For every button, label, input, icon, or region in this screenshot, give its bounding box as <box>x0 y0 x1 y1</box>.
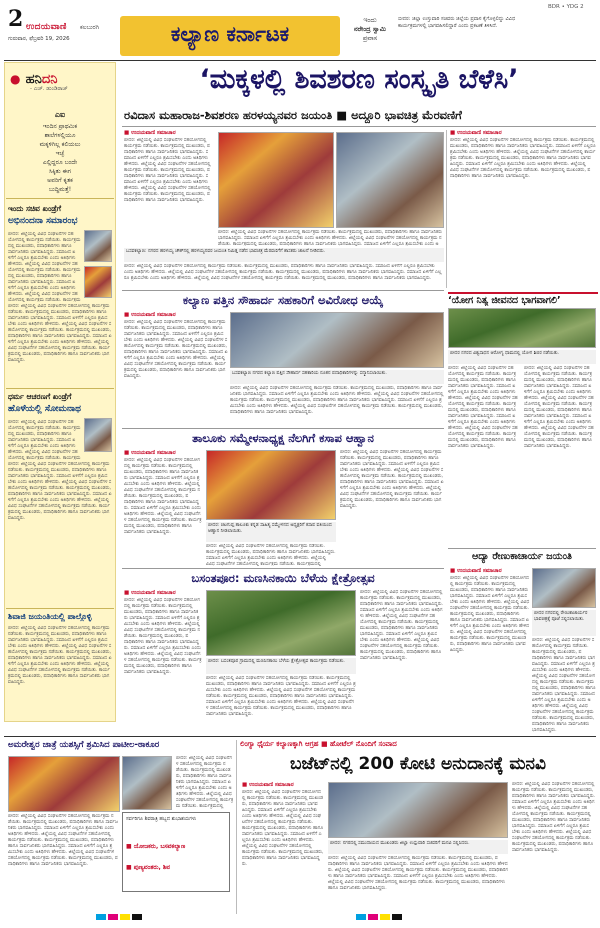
field-photo <box>206 590 356 656</box>
registration-mark <box>108 914 118 920</box>
advert-line: ಸರ್ವರಿಗೂ ಶಿವರಾತ್ರಿ ಹಬ್ಬದ ಶುಭಾಶಯಗಳು <box>126 816 197 822</box>
byline: ■ ಉದಯವಾಣಿ ಸಮಾಚಾರ <box>124 312 176 318</box>
lead-subheadline: ರವಿದಾಸ ಮಹಾರಾಜ-ಶಿವಶರಣ ಹರಳಯ್ಯನವರ ಜಯಂತಿ ■ ಅದ್ದೂರಿ ಭಾವಚಿತ್ರ ಮೆರವಣಿಗೆ <box>124 108 462 122</box>
registration-mark <box>120 914 130 920</box>
rule <box>122 568 444 569</box>
story-headline: ಹೊಳೆಯಲ್ಲಿ ಸೋಮನಾಥ <box>8 404 81 414</box>
edition-tag: BDR • YDG 2 <box>548 4 584 10</box>
group-photo <box>230 312 444 368</box>
story-body: ಬೀದರ: ಜಿಲ್ಲೆಯಲ್ಲಿ ವಿವಿಧ ಸಂಘಟನೆಗಳ ಸಹಯೋಗದಲ್ಲಿ ಕಾರ್ಯಕ್ರಮ ನಡೆಯಿತು. ಕಾರ್ಯಕ್ರಮದಲ್ಲಿ ಮುಖಂಡರು, ಪದಾಧಿಕಾರಿಗಳು ಹಾಗೂ ಸಾರ್ವಜನಿಕರು ಭಾಗವಹಿಸಿದ್ದರು. ಸಮಾಜದ ಏಳಿಗೆಗೆ ಎಲ್ಲರೂ ಶ್ರಮಿಸಬೇಕು ಎಂದು ಅತಿಥಿಗಳು ಹೇಳಿದರು. ಜಿಲ್ಲೆಯಲ್ಲಿ ವಿವಿಧ ಸಂಘಟನೆಗಳ ಸಹಯೋಗದಲ್ಲಿ ಕಾರ್ಯಕ್ರಮ ನಡೆಯಿತು. ಕಾರ್ಯಕ್ರಮದಲ್ಲಿ ಮುಖಂಡರು, ಪದಾಧಿಕಾರಿಗಳು ಹಾಗೂ ಸಾರ್ವಜನಿಕರು ಭಾಗವಹಿಸಿದ್ದರು. ಸಮಾಜದ ಏಳಿಗೆಗೆ ಎಲ್ಲರೂ ಶ್ರಮಿಸಬೇಕು ಎಂದು ಅ <box>218 230 443 246</box>
issue-date: ಗುರುವಾರ, ಫೆಬ್ರವರಿ 19, 2026 <box>8 36 70 42</box>
oath-line: ಇಂದು <box>363 16 377 24</box>
poem-line: ಮಕ್ಕಳಿಗಿಲ್ಲ ಕಲಿಯಲು <box>39 141 81 148</box>
column-rule <box>446 130 447 288</box>
section-title: ಕಲ್ಯಾಣ ಕರ್ನಾಟಕ <box>170 22 290 46</box>
story-body: ಬೀದರ: ಜಿಲ್ಲೆಯಲ್ಲಿ ವಿವಿಧ ಸಂಘಟನೆಗಳ ಸಹಯೋಗದಲ್ಲಿ ಕಾರ್ಯಕ್ರಮ ನಡೆಯಿತು. ಕಾರ್ಯಕ್ರಮದಲ್ಲಿ ಮುಖಂಡರು, ಪದಾಧಿಕಾರಿಗಳು ಹಾಗೂ ಸಾರ್ವಜನಿಕರು ಭಾಗವಹಿಸಿದ್ದರು. ಸಮಾಜದ ಏಳಿಗೆಗೆ ಎಲ್ಲರೂ ಶ್ರಮಿಸಬೇಕು ಎಂದು ಅತಿಥಿಗಳು ಹೇಳಿದರು. ಜಿಲ್ಲೆಯಲ್ಲಿ ವಿವಿಧ ಸಂಘಟನೆಗಳ ಸಹಯೋಗದಲ್ಲಿ ಕಾರ್ಯಕ್ರಮ ನಡೆಯಿತು. ಕಾರ್ಯಕ್ರಮದಲ್ಲಿ ಮುಖಂಡರು, ಪದಾಧಿಕಾರಿಗಳು ಹಾಗೂ ಸಾರ್ವಜನಿಕರು ಭಾಗವಹಿಸಿದ್ದರು. ಸಮಾಜದ ಏಳಿಗೆಗೆ ಎಲ್ಲರೂ ಶ್ರಮಿಸಬೇಕು ಎಂದು ಅತಿಥಿಗಳು ಹೇಳಿದರು. ಜಿಲ್ಲೆಯಲ್ಲಿ ವಿವಿಧ ಸಂಘಟನೆಗಳ ಸಹಯೋಗದಲ್ಲಿ ಕಾರ್ಯಕ್ರಮ ನಡೆಯಿತು. ಕಾರ್ಯಕ್ರಮದಲ್ಲಿ ಮುಖಂಡರು, ಪದಾಧಿಕಾರಿಗಳು ಹಾಗೂ ಸಾರ್ವಜನಿಕರು ಭಾಗವಹಿಸಿದ್ದರು. <box>230 386 444 415</box>
header-rule <box>4 60 596 61</box>
byline: ■ ಉದಯವಾಣಿ ಸಮಾಚಾರ <box>124 590 176 596</box>
story-body: ಬೀದರ: ಜಿಲ್ಲೆಯಲ್ಲಿ ವಿವಿಧ ಸಂಘಟನೆಗಳ ಸಹಯೋಗದಲ್ಲಿ ಕಾರ್ಯಕ್ರಮ ನಡೆಯಿತು. ಕಾರ್ಯಕ್ರಮದಲ್ಲಿ ಮುಖಂಡರು, ಪದಾಧಿಕಾರಿಗಳು ಹಾಗೂ ಸಾರ್ವಜನಿಕರು ಭಾಗವಹಿಸಿದ್ದರು. ಸಮಾಜದ ಏಳಿಗೆಗೆ ಎಲ್ಲರೂ ಶ್ರಮಿಸಬೇಕು ಎಂದು ಅತಿಥಿಗಳು ಹೇಳಿದರು. ಜಿಲ್ಲೆಯಲ್ಲಿ ವಿವಿಧ ಸಂಘಟನೆಗಳ ಸಹಯೋಗದಲ್ಲಿ ಕಾರ್ಯಕ್ರಮ ನಡೆಯಿತು. ಕಾರ್ಯಕ್ರಮದಲ್ಲಿ ಮುಖಂಡರು, ಪದಾಧಿಕಾರಿಗಳು ಹಾಗೂ ಸಾರ್ವಜನಿಕರು ಭಾಗವಹಿಸಿದ್ದರು. ಸಮಾಜದ ಏಳಿಗೆಗೆ ಎಲ್ಲರೂ ಶ್ರಮಿಸಬೇಕು ಎಂದು ಅತಿಥಿಗಳು ಹೇಳಿದರು. ಜಿಲ್ಲೆಯಲ್ಲಿ ವಿವಿಧ ಸಂಘಟನೆಗಳ ಸಹಯೋಗದಲ್ಲಿ ಕಾರ್ಯಕ್ರಮ ನಡೆಯಿತು. ಕಾರ್ಯಕ್ರಮ <box>8 232 81 302</box>
portrait-photo <box>84 418 112 452</box>
story-body: ಬೀದರ: ಜಿಲ್ಲೆಯಲ್ಲಿ ವಿವಿಧ ಸಂಘಟನೆಗಳ ಸಹಯೋಗದಲ್ಲಿ ಕಾರ್ಯಕ್ರಮ ನಡೆಯಿತು. ಕಾರ್ಯಕ್ರಮದಲ್ಲಿ ಮುಖಂಡರು, ಪದಾಧಿಕಾರಿಗಳು ಹಾಗೂ ಸಾರ್ವಜನಿಕರು ಭಾಗವಹಿಸಿದ್ದರು. ಸಮಾಜದ ಏಳಿಗೆಗೆ ಎಲ್ಲರೂ ಶ್ರಮಿಸಬೇಕು ಎಂದು ಅತಿಥಿಗಳು ಹೇಳಿದರು. ಜಿಲ್ಲೆಯಲ್ಲಿ ವಿವಿಧ ಸಂಘಟನೆಗಳ ಸಹಯೋಗದಲ್ಲಿ ಕಾರ್ಯಕ್ರಮ ನಡೆಯಿತು. ಕಾರ್ಯಕ್ರಮದಲ್ಲಿ ಮುಖಂಡರು, ಪದಾಧಿಕಾರಿಗಳು ಹಾಗೂ ಸಾರ್ವಜನಿಕರು ಭಾಗವಹಿಸಿದ್ದರು. ಸಮಾಜದ ಏಳಿಗೆಗೆ ಎಲ್ಲರೂ ಶ್ರಮಿಸಬೇಕು ಎಂದು ಅತಿಥಿಗಳು ಹೇಳಿದರು. ಜಿಲ್ಲೆಯಲ್ಲಿ ವಿವಿಧ ಸಂಘಟನೆಗಳ ಸಹಯೋಗದಲ್ಲಿ ಕಾರ್ಯಕ್ರಮ ನಡೆಯಿತು. ಕಾರ್ಯಕ್ರಮದಲ್ಲಿ ಮುಖಂಡರು, ಪದಾಧಿಕಾರಿಗಳು ಹಾಗೂ ಸಾರ್ವಜನಿಕರು ಭಾಗವಹಿಸಿದ್ದರು. <box>448 366 518 449</box>
poem-line: ಶಾಲೆಗಳಲ್ಲಿಯೂ <box>44 132 76 139</box>
registration-mark <box>368 914 378 920</box>
stage-photo <box>336 132 444 228</box>
section-banner <box>120 16 340 56</box>
story-headline: ಶಿವಾಜಿ ಜಯಂತಿಯಲ್ಲಿ ಪಾಲ್ಗೊಳ್ಳಿ <box>8 612 92 621</box>
poem <box>10 122 110 194</box>
story-body: ಬೀದರ: ಜಿಲ್ಲೆಯಲ್ಲಿ ವಿವಿಧ ಸಂಘಟನೆಗಳ ಸಹಯೋಗದಲ್ಲಿ ಕಾರ್ಯಕ್ರಮ ನಡೆಯಿತು. ಕಾರ್ಯಕ್ರಮದಲ್ಲಿ ಮುಖಂಡರು, ಪದಾಧಿಕಾರಿಗಳು ಹಾಗೂ ಸಾರ್ವಜನಿಕರು ಭಾಗವಹಿಸಿದ್ದರು. ಸಮಾಜದ ಏಳಿಗೆಗೆ ಎಲ್ಲರೂ ಶ್ರಮಿಸಬೇಕು ಎಂದು ಅತಿಥಿಗಳು ಹೇಳಿದರು. ಜಿಲ್ಲೆಯಲ್ಲಿ ವಿವಿಧ ಸಂಘಟನೆಗಳ ಸಹಯೋಗದಲ್ಲಿ ಕಾರ್ಯಕ್ರಮ ನಡೆಯಿತು. ಕಾರ್ಯಕ್ರಮದಲ್ಲಿ ಮುಖಂಡರು, ಪದಾಧಿಕಾರಿಗಳು ಹಾಗೂ ಸಾರ್ವಜನಿಕರು ಭಾಗವಹಿಸಿದ್ದರು. ಸಮಾಜದ ಏಳಿಗೆಗೆ ಎಲ್ಲರೂ ಶ್ರಮಿಸಬೇಕು ಎಂದು ಅತಿಥಿಗಳು ಹೇಳಿದರು. ಜಿಲ್ಲೆಯಲ್ಲಿ ವಿವಿಧ ಸಂಘಟನೆಗಳ ಸಹಯೋಗದಲ್ಲಿ ಕಾರ್ಯಕ್ರಮ ನಡೆಯಿತು. ಕಾರ್ಯಕ್ರಮದಲ್ಲಿ ಮುಖಂಡರು, ಪದಾಧಿಕಾರಿಗಳು ಹಾಗೂ ಸಾರ್ವಜನಿಕರು ಭಾಗವಹಿಸಿದ್ದರು. <box>124 264 442 281</box>
story-body: ಬೀದರ: ಜಿಲ್ಲೆಯಲ್ಲಿ ವಿವಿಧ ಸಂಘಟನೆಗಳ ಸಹಯೋಗದಲ್ಲಿ ಕಾರ್ಯಕ್ರಮ ನಡೆಯಿತು. ಕಾರ್ಯಕ್ರಮದಲ್ಲಿ ಮುಖಂಡರು, ಪದಾಧಿಕಾರಿಗಳು ಹಾಗೂ ಸಾರ್ವಜನಿಕರು ಭಾಗವಹಿಸಿದ್ದರು. ಸಮಾಜದ ಏಳಿಗೆಗೆ ಎಲ್ಲರೂ ಶ್ರಮಿಸಬೇಕು ಎಂದು ಅತಿಥಿಗಳು ಹೇಳಿದರು. ಜಿಲ್ಲೆಯಲ್ಲಿ ವಿವಿಧ ಸಂಘಟನೆಗಳ ಸಹಯೋಗದಲ್ಲಿ ಕಾರ್ಯಕ್ರಮ ನಡೆಯಿತು. ಕಾರ್ಯಕ್ರಮ <box>8 420 81 460</box>
edition-city: ಕಲಬುರಗಿ <box>80 24 100 31</box>
poem-line: ಇಂದಿನ ಪ್ರಾಥಮಿಕ <box>42 123 78 130</box>
photo-caption: ಬೀದರ ನಗರದಲ್ಲಿ ರೇಣುಕಾಚಾರ್ಯರ ಭಾವಚಿತ್ರಕ್ಕೆ ಪೂಜೆ ಸಲ್ಲಿಸಲಾಯಿತು. <box>532 610 596 636</box>
photo-caption: ಬೀದರ: ಚಿಟಗುಪ್ಪ ತಾಲೂಕು ಕನ್ನಡ ಸಾಹಿತ್ಯ ಸಮ್ಮೇಳನದ ಅಧ್ಯಕ್ಷರಿಗೆ ಕಸಾಪ ವತಿಯಿಂದ ಆಹ್ವಾನ ನೀಡಲಾಯಿತು. <box>206 522 336 542</box>
oath-box <box>344 16 396 56</box>
poem-line: ಸಿಕ್ಕಿತು ಈಗ <box>48 168 71 175</box>
story-body: ಬೀದರ: ಜಿಲ್ಲೆಯಲ್ಲಿ ವಿವಿಧ ಸಂಘಟನೆಗಳ ಸಹಯೋಗದಲ್ಲಿ ಕಾರ್ಯಕ್ರಮ ನಡೆಯಿತು. ಕಾರ್ಯಕ್ರಮದಲ್ಲಿ ಮುಖಂಡರು, ಪದಾಧಿಕಾರಿಗಳು ಹಾಗೂ ಸಾರ್ವಜನಿಕರು ಭಾಗವಹಿಸಿದ್ದರು. ಸಮಾಜದ ಏಳಿಗೆಗೆ ಎಲ್ಲರೂ ಶ್ರಮಿಸಬೇಕು ಎಂದು ಅತಿಥಿಗಳು ಹೇಳಿದರು. ಜಿಲ್ಲೆಯಲ್ಲಿ ವಿವಿಧ ಸಂಘಟನೆಗಳ ಸಹಯೋಗದಲ್ಲಿ ಕಾರ್ಯಕ್ರಮ ನಡೆಯಿತು. ಕಾರ್ಯಕ್ರಮದಲ್ಲಿ ಮುಖಂಡರು, ಪದಾಧಿಕಾರಿಗಳು ಹಾಗೂ ಸಾರ್ವಜನಿಕರು ಭಾಗವಹಿಸಿದ್ದರು. ಸಮಾಜದ ಏಳಿಗೆಗೆ ಎಲ್ಲರೂ ಶ್ರಮಿಸಬೇಕು ಎಂದು ಅತಿಥಿಗಳು ಹೇಳಿದರು. ಜಿಲ್ಲೆಯಲ್ಲಿ ವಿವಿಧ ಸಂಘಟನೆಗಳ ಸಹಯೋಗದಲ್ಲಿ ಕಾರ್ಯಕ್ರಮ ನಡೆಯಿತು. ಕಾರ್ಯಕ್ರಮದಲ್ಲಿ ಮುಖಂಡರು, ಪದಾಧಿಕಾರಿಗಳು ಹಾಗೂ ಸಾರ್ವಜನಿಕರು ಭಾಗವಹಿಸಿದ್ದರು. <box>8 304 112 363</box>
story-headline: ಅಭಿನಂದನಾ ಸಮಾರಂಭ <box>8 216 78 226</box>
story-body: ಬೀದರ: ಜಿಲ್ಲೆಯಲ್ಲಿ ವಿವಿಧ ಸಂಘಟನೆಗಳ ಸಹಯೋಗದಲ್ಲಿ ಕಾರ್ಯಕ್ರಮ ನಡೆಯಿತು. ಕಾರ್ಯಕ್ರಮದಲ್ಲಿ ಮುಖಂಡರು, ಪದಾಧಿಕಾರಿಗಳು ಹಾಗೂ ಸಾರ್ವಜನಿಕರು ಭಾಗವಹಿಸಿದ್ದರು. ಸಮಾಜದ ಏಳಿಗೆಗೆ ಎಲ್ಲರೂ ಶ್ರಮಿಸಬೇಕು ಎಂದು ಅತಿಥಿಗಳು ಹೇಳಿದರು. ಜಿಲ್ಲೆಯಲ್ಲಿ ವಿವಿಧ ಸಂಘಟನೆಗಳ ಸಹಯೋಗದಲ್ಲಿ ಕಾರ್ಯಕ್ರಮ ನಡೆಯಿತು. ಕಾರ್ಯಕ್ರಮದಲ್ಲಿ ಮುಖಂಡರು, ಪದಾಧಿಕಾರಿಗಳು ಹಾಗೂ ಸಾರ್ವಜನಿಕರು ಭಾಗವಹಿಸಿದ್ದರು. ಸಮಾಜದ ಏಳಿಗೆಗೆ ಎಲ್ಲರೂ ಶ್ರಮಿಸಬೇಕು ಎಂದು ಅತಿಥಿಗಳು ಹೇಳಿದರು. ಜಿಲ್ಲೆಯಲ್ಲಿ ವಿವಿಧ ಸಂಘಟನೆಗಳ ಸಹಯೋಗದಲ್ಲಿ ಕಾರ್ಯಕ್ರಮ ನಡೆಯಿತು. ಕಾರ್ಯಕ್ರಮದಲ್ಲಿ ಮುಖಂಡರು, ಪದಾಧಿಕಾರಿಗಳು ಹಾಗೂ ಸಾರ್ವಜನಿಕರು ಭಾಗವಹಿಸಿದ್ದರು. <box>8 462 112 521</box>
oath-line: ನರೇಂದ್ರ ಸ್ವಾಮಿ <box>354 25 386 33</box>
rule <box>4 736 596 737</box>
story-body: ಬೀದರ: ಜಿಲ್ಲೆಯಲ್ಲಿ ವಿವಿಧ ಸಂಘಟನೆಗಳ ಸಹಯೋಗದಲ್ಲಿ ಕಾರ್ಯಕ್ರಮ ನಡೆಯಿತು. ಕಾರ್ಯಕ್ರಮದಲ್ಲಿ ಮುಖಂಡರು, ಪದಾಧಿಕಾರಿಗಳು ಹಾಗೂ ಸಾರ್ವಜನಿಕರು ಭಾಗವಹಿಸಿದ್ದರು. ಸಮಾಜದ ಏಳಿಗೆಗೆ ಎಲ್ಲರೂ ಶ್ರಮಿಸಬೇಕು ಎಂದು ಅತಿಥಿಗಳು ಹೇಳಿದರು. ಜಿಲ್ಲೆಯಲ್ಲಿ ವಿವಿಧ ಸಂಘಟನೆಗಳ ಸಹಯೋಗದಲ್ಲಿ ಕಾರ್ಯಕ್ರಮ ನಡೆಯಿತು. ಕಾರ್ಯಕ್ರಮದಲ್ಲಿ ಮುಖಂಡರು, ಪದಾಧಿಕಾರಿಗಳು ಹಾಗೂ ಸಾರ್ವಜನಿಕರು ಭಾಗವಹಿಸಿದ್ದರು. ಸಮಾಜದ ಏಳಿಗೆಗೆ ಎಲ್ಲರೂ ಶ್ರಮಿಸಬೇಕು ಎಂದು ಅತಿಥಿಗಳು ಹೇಳಿದರು. ಜಿಲ್ಲೆಯಲ್ಲಿ ವಿವಿಧ ಸಂಘಟನೆಗಳ ಸಹಯೋಗದಲ್ಲಿ ಕಾರ್ಯಕ್ರಮ ನಡೆಯಿತು. ಕಾರ್ಯಕ್ರಮದಲ್ಲಿ ಮುಖಂಡರು, ಪದಾಧಿಕಾರಿಗಳು ಹಾಗೂ ಸಾರ್ವಜನಿಕರು ಭಾಗವಹಿಸಿದ್ದರು. <box>206 676 356 717</box>
logo-drop-icon: ● <box>10 72 21 86</box>
story-body: ಬೀದರ: ಜಿಲ್ಲೆಯಲ್ಲಿ ವಿವಿಧ ಸಂಘಟನೆಗಳ ಸಹಯೋಗದಲ್ಲಿ ಕಾರ್ಯಕ್ರಮ ನಡೆಯಿತು. ಕಾರ್ಯಕ್ರಮದಲ್ಲಿ ಮುಖಂಡರು, ಪದಾಧಿಕಾರಿಗಳು ಹಾಗೂ ಸಾರ್ವಜನಿಕರು ಭಾಗವಹಿಸಿದ್ದರು. ಸಮಾಜದ ಏಳಿಗೆಗೆ ಎಲ್ಲರೂ ಶ್ರಮಿಸಬೇಕು ಎಂದು ಅತಿಥಿಗಳು ಹೇಳಿದರು. ಜಿಲ್ಲೆಯಲ್ಲಿ ವಿವಿಧ ಸಂಘಟನೆಗಳ ಸಹಯೋಗದಲ್ಲಿ ಕಾರ್ಯಕ್ರಮ ನಡೆಯಿತು. ಕಾರ್ಯಕ್ರಮದಲ್ಲಿ ಮುಖಂಡರು, ಪದಾಧಿಕಾರಿಗಳು ಹಾಗೂ ಸಾರ್ವಜನಿಕರು ಭಾಗವಹಿಸಿದ್ದರು. ಸಮಾಜದ ಏಳಿಗೆಗೆ ಎಲ್ಲರೂ ಶ್ರಮಿಸಬೇಕು ಎಂದು ಅತಿಥಿಗಳು ಹೇಳಿದರು. ಜಿಲ್ಲೆಯಲ್ಲಿ ವಿವಿಧ ಸಂಘಟನೆಗಳ ಸಹಯೋಗದಲ್ಲಿ ಕಾರ್ಯಕ್ರಮ ನಡೆಯಿತು. ಕಾರ್ಯಕ್ರಮದಲ್ಲಿ ಮುಖಂಡರು, ಪದಾಧಿಕಾರಿಗಳು ಹಾಗೂ ಸಾರ್ವಜನಿಕರು ಭಾಗವಹಿಸಿದ್ದರು. <box>124 598 202 675</box>
rule <box>122 126 596 127</box>
poem-line: ಎಲ್ಲಿದ್ದರೂ ಬಂದೇ <box>42 159 78 166</box>
poem-line: ಬುದ್ಧಿಮತ್ತೆ! <box>48 186 72 193</box>
rule <box>122 290 444 291</box>
story-body: ಬೀದರ: ಜಿಲ್ಲೆಯಲ್ಲಿ ವಿವಿಧ ಸಂಘಟನೆಗಳ ಸಹಯೋಗದಲ್ಲಿ ಕಾರ್ಯಕ್ರಮ ನಡೆಯಿತು. ಕಾರ್ಯಕ್ರಮದಲ್ಲಿ ಮುಖಂಡರು, ಪದಾಧಿಕಾರಿಗಳು ಹಾಗೂ ಸಾರ್ವಜನಿಕರು ಭಾಗವಹಿಸಿದ್ದರು. ಸಮಾಜದ ಏಳಿಗೆಗೆ ಎಲ್ಲರೂ ಶ್ರಮಿಸಬೇಕು ಎಂದು ಅತಿಥಿಗಳು ಹೇಳಿದರು. ಜಿಲ್ಲೆಯಲ್ಲಿ ವಿವಿಧ ಸಂಘಟನೆಗಳ ಸಹಯೋಗದಲ್ಲಿ ಕಾರ್ಯಕ್ರಮ ನಡೆಯಿತು. ಕಾರ್ಯಕ್ರಮದಲ್ಲಿ <box>176 756 234 809</box>
portrait-photo <box>122 756 172 810</box>
portrait-photo <box>84 230 112 262</box>
registration-mark <box>392 914 402 920</box>
poem-line: ಅವರಿಗೆ ಕೃತಕ <box>47 177 73 184</box>
story-body: ಬೀದರ: ಜಿಲ್ಲೆಯಲ್ಲಿ ವಿವಿಧ ಸಂಘಟನೆಗಳ ಸಹಯೋಗದಲ್ಲಿ ಕಾರ್ಯಕ್ರಮ ನಡೆಯಿತು. ಕಾರ್ಯಕ್ರಮದಲ್ಲಿ ಮುಖಂಡರು, ಪದಾಧಿಕಾರಿಗಳು ಹಾಗೂ ಸಾರ್ವಜನಿಕರು ಭಾಗವಹಿಸಿದ್ದರು. ಸಮಾಜದ ಏಳಿಗೆಗೆ ಎಲ್ಲರೂ ಶ್ರಮಿಸಬೇಕು ಎಂದು ಅತಿಥಿಗಳು ಹೇಳಿದರು. ಜಿಲ್ಲೆಯಲ್ಲಿ ವಿವಿಧ ಸಂಘಟನೆಗಳ ಸಹಯೋಗದಲ್ಲಿ ಕಾರ್ಯಕ್ರಮ ನಡೆಯಿತು. ಕಾರ್ಯಕ್ರಮದಲ್ಲಿ ಮುಖಂಡರು, ಪದಾಧಿಕಾರಿಗಳು ಹಾಗೂ ಸಾರ್ವಜನಿಕರು ಭಾಗವಹಿಸಿದ್ದರು. ಸಮಾಜದ ಏಳಿಗೆಗೆ ಎಲ್ಲರೂ ಶ್ರಮಿಸಬೇಕು ಎಂದು ಅತಿಥಿಗಳು ಹೇಳಿದರು. ಜಿಲ್ಲೆಯಲ್ಲಿ ವಿವಿಧ ಸಂಘಟನೆಗಳ ಸಹಯೋಗದಲ್ಲಿ ಕಾರ್ಯಕ್ರಮ ನಡೆಯಿತು. ಕಾರ್ಯಕ್ರಮದಲ್ಲಿ ಮುಖಂಡರು, ಪದಾಧಿಕಾರಿಗಳು ಹಾಗೂ ಸಾರ್ವಜನಿಕರು ಭಾಗವಹಿಸಿದ್ದರು. <box>8 626 112 685</box>
felicitation-photo <box>206 450 336 520</box>
logo-dani: ದನಿ <box>41 72 58 87</box>
procession-photo <box>218 132 334 228</box>
oath-line: ಪ್ರವಾಸ <box>362 34 378 42</box>
yoga-photo <box>448 308 596 348</box>
renuka-headline: ಆದ್ಯಾ ರೇಣುಕಾಚಾರ್ಯ ಜಯಂತಿ <box>472 551 572 562</box>
story-body: ಬೀದರ: ಜಿಲ್ಲೆಯಲ್ಲಿ ವಿವಿಧ ಸಂಘಟನೆಗಳ ಸಹಯೋಗದಲ್ಲಿ ಕಾರ್ಯಕ್ರಮ ನಡೆಯಿತು. ಕಾರ್ಯಕ್ರಮದಲ್ಲಿ ಮುಖಂಡರು, ಪದಾಧಿಕಾರಿಗಳು ಹಾಗೂ ಸಾರ್ವಜನಿಕರು ಭಾಗವಹಿಸಿದ್ದರು. ಸಮಾಜದ ಏಳಿಗೆಗೆ ಎಲ್ಲರೂ ಶ್ರಮಿಸಬೇಕು ಎಂದು ಅತಿಥಿಗಳು ಹೇಳಿದರು. ಜಿಲ್ಲೆಯಲ್ಲಿ ವಿವಿಧ ಸಂಘಟನೆಗಳ ಸಹಯೋಗದಲ್ಲಿ ಕಾರ್ಯಕ್ರಮ ನಡೆಯಿತು. ಕಾರ್ಯಕ್ರಮದಲ್ಲಿ ಮುಖಂಡರು, ಪದಾಧಿಕಾರಿಗಳು ಹಾಗೂ ಸಾರ್ವಜನಿಕರು ಭಾಗವಹಿಸಿದ್ದರು. ಸಮಾಜದ ಏಳಿಗೆಗೆ ಎಲ್ಲರೂ ಶ್ರಮಿಸಬೇಕು ಎಂದು ಅತಿಥಿಗಳು ಹೇಳಿದರು. ಜಿಲ್ಲೆಯಲ್ಲಿ ವಿವಿಧ ಸಂಘಟನೆಗಳ ಸಹಯೋಗದಲ್ಲಿ ಕಾರ್ಯಕ್ರಮ ನಡೆಯಿತು. ಕಾರ್ಯಕ್ರಮದಲ್ಲಿ ಮುಖಂಡರು, ಪದಾಧಿಕಾರಿಗಳು ಹಾಗೂ ಸಾರ್ವಜನಿಕರು ಭಾಗವಹಿಸಿದ್ದರು. <box>124 320 228 379</box>
advert-signature: ■ ಪುಣ್ಯವಂತರು, ಶಿವ <box>126 864 171 871</box>
registration-mark <box>380 914 390 920</box>
poem-title: ಎಐ <box>54 110 66 119</box>
story-body: ಬೀದರ: ಜಿಲ್ಲೆಯಲ್ಲಿ ವಿವಿಧ ಸಂಘಟನೆಗಳ ಸಹಯೋಗದಲ್ಲಿ ಕಾರ್ಯಕ್ರಮ ನಡೆಯಿತು. ಕಾರ್ಯಕ್ರಮದಲ್ಲಿ ಮುಖಂಡರು, ಪದಾಧಿಕಾರಿಗಳು ಹಾಗೂ ಸಾರ್ವಜನಿಕರು ಭಾಗವಹಿಸಿದ್ದರು. ಸಮಾಜದ ಏಳಿಗೆಗೆ ಎಲ್ಲರೂ ಶ್ರಮಿಸಬೇಕು ಎಂದು ಅತಿಥಿಗಳು ಹೇಳಿದರು. ಜಿಲ್ಲೆಯಲ್ಲಿ ವಿವಿಧ ಸಂಘಟನೆಗಳ ಸಹಯೋಗದಲ್ಲಿ ಕಾರ್ಯಕ್ರಮ ನಡೆಯಿತು. ಕಾರ್ಯಕ್ರಮದಲ್ಲಿ ಮುಖಂಡರು, ಪದಾಧಿಕಾರಿಗಳು ಹಾಗೂ ಸಾರ್ವಜನಿಕರು ಭಾಗವಹಿಸಿದ್ದರು. ಸಮಾಜದ ಏಳಿಗೆಗೆ ಎಲ್ಲರೂ ಶ್ರಮಿಸಬೇಕು ಎಂದು ಅತಿಥಿಗಳು ಹೇಳಿದರು. ಜಿಲ್ಲೆಯಲ್ಲಿ ವಿವಿಧ ಸಂಘಟನೆಗಳ ಸಹಯೋಗದಲ್ಲಿ ಕಾರ್ಯಕ್ರಮ ನಡೆಯಿತು. ಕಾರ್ಯಕ್ರಮದಲ್ಲಿ ಮುಖಂಡರು, ಪದಾಧಿಕಾರಿಗಳು ಹಾಗೂ ಸಾರ್ವಜನಿಕರು ಭಾಗವಹಿಸಿದ್ದರು. <box>340 450 444 509</box>
procession-photo <box>8 756 120 812</box>
top-brief: ಬೀದರ: ಜಿಲ್ಲಾ ಉಸ್ತುವಾರಿ ಸಚಿವರು ಜಿಲ್ಲೆಯ ಪ್ರವಾಸ ಕೈಗೊಳ್ಳಲಿದ್ದು ವಿವಿಧ ಕಾರ್ಯಕ್ರಮಗಳಲ್ಲಿ ಭಾಗವಹಿಸಲಿದ್ದಾರೆ ಎಂದು ಪ್ರಕಟಣೆ ತಿಳಿಸಿದೆ. <box>398 16 516 29</box>
byline: ■ ಉದಯವಾಣಿ ಸಮಾಚಾರ <box>450 130 502 136</box>
story-body: ಬೀದರ: ಜಿಲ್ಲೆಯಲ್ಲಿ ವಿವಿಧ ಸಂಘಟನೆಗಳ ಸಹಯೋಗದಲ್ಲಿ ಕಾರ್ಯಕ್ರಮ ನಡೆಯಿತು. ಕಾರ್ಯಕ್ರಮದಲ್ಲಿ ಮುಖಂಡರು, ಪದಾಧಿಕಾರಿಗಳು ಹಾಗೂ ಸಾರ್ವಜನಿಕರು ಭಾಗವಹಿಸಿದ್ದರು. ಸಮಾಜದ ಏಳಿಗೆಗೆ ಎಲ್ಲರೂ ಶ್ರಮಿಸಬೇಕು ಎಂದು ಅತಿಥಿಗಳು ಹೇಳಿದರು. ಜಿಲ್ಲೆಯಲ್ಲಿ ವಿವಿಧ ಸಂಘಟನೆಗಳ ಸಹಯೋಗದಲ್ಲಿ ಕಾರ್ಯಕ್ರಮ ನಡೆಯಿತು. ಕಾರ್ಯಕ್ರಮದಲ್ಲಿ <box>206 544 336 566</box>
sidebar-rule <box>6 198 114 199</box>
byline: ■ ಉದಯವಾಣಿ ಸಮಾಚಾರ <box>242 782 294 788</box>
story-kicker: ಇಂದು ಸಚಿವ ಖಂಡ್ರೆಗೆ <box>8 204 62 213</box>
portrait-photo <box>84 266 112 298</box>
yoga-headline: ‘ಯೋಗ ನಿತ್ಯ ಜೀವನದ ಭಾಗವಾಗಲಿ’ <box>448 292 598 306</box>
portrait-photo <box>532 568 596 608</box>
story-body: ಬೀದರ: ಜಿಲ್ಲೆಯಲ್ಲಿ ವಿವಿಧ ಸಂಘಟನೆಗಳ ಸಹಯೋಗದಲ್ಲಿ ಕಾರ್ಯಕ್ರಮ ನಡೆಯಿತು. ಕಾರ್ಯಕ್ರಮದಲ್ಲಿ ಮುಖಂಡರು, ಪದಾಧಿಕಾರಿಗಳು ಹಾಗೂ ಸಾರ್ವಜನಿಕರು ಭಾಗವಹಿಸಿದ್ದರು. ಸಮಾಜದ ಏಳಿಗೆಗೆ ಎಲ್ಲರೂ ಶ್ರಮಿಸಬೇಕು ಎಂದು ಅತಿಥಿಗಳು ಹೇಳಿದರು. ಜಿಲ್ಲೆಯಲ್ಲಿ ವಿವಿಧ ಸಂಘಟನೆಗಳ ಸಹಯೋಗದಲ್ಲಿ ಕಾರ್ಯಕ್ರಮ ನಡೆಯಿತು. ಕಾರ್ಯಕ್ರಮದಲ್ಲಿ ಮುಖಂಡರು, ಪದಾಧಿಕಾರಿಗಳು ಹಾಗೂ ಸಾರ್ವಜನಿಕರು ಭಾಗವಹಿಸಿದ್ದರು. ಸಮಾಜದ ಏಳಿಗೆಗೆ ಎಲ್ಲರೂ ಶ್ರಮಿಸಬೇಕು ಎಂದು ಅತಿಥಿಗಳು ಹೇಳಿದರು. ಜಿಲ್ಲೆಯಲ್ಲಿ ವಿವಿಧ ಸಂಘಟನೆಗಳ ಸಹಯೋಗದಲ್ಲಿ ಕಾರ್ಯಕ್ರಮ ನಡೆಯಿತು. ಕಾರ್ಯಕ್ರಮದಲ್ಲಿ ಮುಖಂಡರು, ಪದಾಧಿಕಾರಿಗಳು ಹಾಗೂ ಸಾರ್ವಜನಿಕರು ಭಾಗವಹಿಸಿದ್ದರು. <box>450 138 596 179</box>
byline: ■ ಉದಯವಾಣಿ ಸಮಾಚಾರ <box>124 450 176 456</box>
newspaper-name: ಉದಯವಾಣಿ <box>26 22 67 32</box>
rule <box>122 428 444 429</box>
budget-kicker: ಲಿಂಗ್ಯಾ ಧೈರ್ಯ ಕಲ್ಯಾಣಕ್ಕಾಗಿ ಆಗ್ರಹ ■ ಹೋಟೆಲ್‌ ನೊಂದಿಗೆ ಸಂವಾದ <box>240 740 397 748</box>
rule <box>448 548 596 549</box>
column-rule <box>236 740 237 914</box>
story-body: ಬೀದರ: ಜಿಲ್ಲೆಯಲ್ಲಿ ವಿವಿಧ ಸಂಘಟನೆಗಳ ಸಹಯೋಗದಲ್ಲಿ ಕಾರ್ಯಕ್ರಮ ನಡೆಯಿತು. ಕಾರ್ಯಕ್ರಮದಲ್ಲಿ ಮುಖಂಡರು, ಪದಾಧಿಕಾರಿಗಳು ಹಾಗೂ ಸಾರ್ವಜನಿಕರು ಭಾಗವಹಿಸಿದ್ದರು. ಸಮಾಜದ ಏಳಿಗೆಗೆ ಎಲ್ಲರೂ ಶ್ರಮಿಸಬೇಕು ಎಂದು ಅತಿಥಿಗಳು ಹೇಳಿದರು. ಜಿಲ್ಲೆಯಲ್ಲಿ ವಿವಿಧ ಸಂಘಟನೆಗಳ ಸಹಯೋಗದಲ್ಲಿ ಕಾರ್ಯಕ್ರಮ ನಡೆಯಿತು. ಕಾರ್ಯಕ್ರಮದಲ್ಲಿ ಮುಖಂಡರು, ಪದಾಧಿಕಾರಿಗಳು ಹಾಗೂ ಸಾರ್ವಜನಿಕರು ಭಾಗವಹಿಸಿದ್ದರು. ಸಮಾಜದ ಏಳಿಗೆಗೆ ಎಲ್ಲರೂ ಶ್ರಮಿಸಬೇಕು ಎಂದು ಅತಿಥಿಗಳು ಹೇಳಿದರು. ಜಿಲ್ಲೆಯಲ್ಲಿ ವಿವಿಧ ಸಂಘಟನೆಗಳ ಸಹಯೋಗದಲ್ಲಿ ಕಾರ್ಯಕ್ರಮ ನಡೆಯಿತು. ಕಾರ್ಯಕ್ರಮದಲ್ಲಿ ಮುಖಂಡರು, ಪದಾಧಿಕಾರಿಗಳು ಹಾಗೂ ಸಾರ್ವಜನಿಕರು ಭಾಗವಹಿಸಿದ್ದರು. <box>450 576 530 653</box>
kalyana-headline: ಕಲ್ಯಾಣ ಪತ್ತಿನ ಸೌಹಾರ್ದ ಸಹಕಾರಿಗೆ ಅವಿರೋಧ ಆಯ್ಕೆ <box>182 293 384 307</box>
sidebar-rule <box>6 608 114 609</box>
sidebar-rule <box>6 388 114 389</box>
story-body: ಬೀದರ: ಜಿಲ್ಲೆಯಲ್ಲಿ ವಿವಿಧ ಸಂಘಟನೆಗಳ ಸಹಯೋಗದಲ್ಲಿ ಕಾರ್ಯಕ್ರಮ ನಡೆಯಿತು. ಕಾರ್ಯಕ್ರಮದಲ್ಲಿ ಮುಖಂಡರು, ಪದಾಧಿಕಾರಿಗಳು ಹಾಗೂ ಸಾರ್ವಜನಿಕರು ಭಾಗವಹಿಸಿದ್ದರು. ಸಮಾಜದ ಏಳಿಗೆಗೆ ಎಲ್ಲರೂ ಶ್ರಮಿಸಬೇಕು ಎಂದು ಅತಿಥಿಗಳು ಹೇಳಿದರು. ಜಿಲ್ಲೆಯಲ್ಲಿ ವಿವಿಧ ಸಂಘಟನೆಗಳ ಸಹಯೋಗದಲ್ಲಿ ಕಾರ್ಯಕ್ರಮ ನಡೆಯಿತು. ಕಾರ್ಯಕ್ರಮದಲ್ಲಿ ಮುಖಂಡರು, ಪದಾಧಿಕಾರಿಗಳು ಹಾಗೂ ಸಾರ್ವಜನಿಕರು ಭಾಗವಹಿಸಿದ್ದರು. ಸಮಾಜದ ಏಳಿಗೆಗೆ ಎಲ್ಲರೂ ಶ್ರಮಿಸಬೇಕು ಎಂದು ಅತಿಥಿಗಳು ಹೇಳಿದರು. ಜಿಲ್ಲೆಯಲ್ಲಿ ವಿವಿಧ ಸಂಘಟನೆಗಳ ಸಹಯೋಗದಲ್ಲಿ ಕಾರ್ಯಕ್ರಮ ನಡೆಯಿತು. ಕಾರ್ಯಕ್ರಮದಲ್ಲಿ ಮುಖಂಡರು, ಪದಾಧಿಕಾರಿಗಳು ಹಾಗೂ ಸಾರ್ವಜನಿಕರು ಭಾಗವಹಿಸಿದ್ದರು. <box>360 590 444 661</box>
greeting-advert <box>122 812 230 892</box>
story-kicker: ಧರ್ಮ ಆಚರಣಗೆ ಖಂಡ್ರೆಗೆ <box>8 392 72 401</box>
basantpur-headline: ಬಸಂತಪೂರ: ಮಣಸಿನಕಾಯಿ ಬೆಳೆಯ ಕ್ಷೇತ್ರೋತ್ಸವ <box>191 571 375 585</box>
advert-signature: ■ ಯೋಜಕರು, ಬಸವಕಲ್ಯಾಣ <box>126 843 186 850</box>
taluk-headline: ತಾಲೂಕು ಸಮ್ಮೇಳನಾಧ್ಯಕ್ಷ ನೆಲಗಿಗೆ ಕಸಾಪ ಆಹ್ವಾನ <box>192 431 374 445</box>
story-body: ಬೀದರ: ಜಿಲ್ಲೆಯಲ್ಲಿ ವಿವಿಧ ಸಂಘಟನೆಗಳ ಸಹಯೋಗದಲ್ಲಿ ಕಾರ್ಯಕ್ರಮ ನಡೆಯಿತು. ಕಾರ್ಯಕ್ರಮದಲ್ಲಿ ಮುಖಂಡರು, ಪದಾಧಿಕಾರಿಗಳು ಹಾಗೂ ಸಾರ್ವಜನಿಕರು ಭಾಗವಹಿಸಿದ್ದರು. ಸಮಾಜದ ಏಳಿಗೆಗೆ ಎಲ್ಲರೂ ಶ್ರಮಿಸಬೇಕು ಎಂದು ಅತಿಥಿಗಳು ಹೇಳಿದರು. ಜಿಲ್ಲೆಯಲ್ಲಿ ವಿವಿಧ ಸಂಘಟನೆಗಳ ಸಹಯೋಗದಲ್ಲಿ ಕಾರ್ಯಕ್ರಮ ನಡೆಯಿತು. ಕಾರ್ಯಕ್ರಮದಲ್ಲಿ ಮುಖಂಡರು, ಪದಾಧಿಕಾರಿಗಳು ಹಾಗೂ ಸಾರ್ವಜನಿಕರು ಭಾಗವಹಿಸಿದ್ದರು. ಸಮಾಜದ ಏಳಿಗೆಗೆ ಎಲ್ಲರೂ ಶ್ರಮಿಸಬೇಕು ಎಂದು ಅತಿಥಿಗಳು ಹೇಳಿದರು. ಜಿಲ್ಲೆಯಲ್ಲಿ ವಿವಿಧ ಸಂಘಟನೆಗಳ ಸಹಯೋಗದಲ್ಲಿ ಕಾರ್ಯಕ್ರಮ ನಡೆಯಿತು. ಕಾರ್ಯಕ್ರಮದಲ್ಲಿ ಮುಖಂಡರು, ಪದಾಧಿಕಾರಿಗಳು ಹಾಗೂ ಸಾರ್ವಜನಿಕರು ಭಾಗವಹಿಸಿದ್ದರು. <box>8 814 118 867</box>
story-body: ಬೀದರ: ಜಿಲ್ಲೆಯಲ್ಲಿ ವಿವಿಧ ಸಂಘಟನೆಗಳ ಸಹಯೋಗದಲ್ಲಿ ಕಾರ್ಯಕ್ರಮ ನಡೆಯಿತು. ಕಾರ್ಯಕ್ರಮದಲ್ಲಿ ಮುಖಂಡರು, ಪದಾಧಿಕಾರಿಗಳು ಹಾಗೂ ಸಾರ್ವಜನಿಕರು ಭಾಗವಹಿಸಿದ್ದರು. ಸಮಾಜದ ಏಳಿಗೆಗೆ ಎಲ್ಲರೂ ಶ್ರಮಿಸಬೇಕು ಎಂದು ಅತಿಥಿಗಳು ಹೇಳಿದರು. ಜಿಲ್ಲೆಯಲ್ಲಿ ವಿವಿಧ ಸಂಘಟನೆಗಳ ಸಹಯೋಗದಲ್ಲಿ ಕಾರ್ಯಕ್ರಮ ನಡೆಯಿತು. ಕಾರ್ಯಕ್ರಮದಲ್ಲಿ ಮುಖಂಡರು, ಪದಾಧಿಕಾರಿಗಳು ಹಾಗೂ ಸಾರ್ವಜನಿಕರು ಭಾಗವಹಿಸಿದ್ದರು. ಸಮಾಜದ ಏಳಿಗೆಗೆ ಎಲ್ಲರೂ ಶ್ರಮಿಸಬೇಕು ಎಂದು ಅತಿಥಿಗಳು ಹೇಳಿದರು. ಜಿಲ್ಲೆಯಲ್ಲಿ ವಿವಿಧ ಸಂಘಟನೆಗಳ ಸಹಯೋಗದಲ್ಲಿ ಕಾರ್ಯಕ್ರಮ ನಡೆಯಿತು. ಕಾರ್ಯಕ್ರಮದಲ್ಲಿ ಮುಖಂಡರು, ಪದಾಧಿಕಾರಿಗಳು ಹಾಗೂ ಸಾರ್ವಜನಿಕರು ಭಾಗವಹಿಸಿದ್ದರು. <box>242 790 324 867</box>
photo-caption: ಬೀದರ ನಗರದ ವಿಶ್ವಸಾಧನ ಆರೋಗ್ಯ ಧಾಮದಲ್ಲಿ ಯೋಗ ಶಿಬಿರ ನಡೆಯಿತು. <box>448 350 596 364</box>
registration-mark <box>96 914 106 920</box>
byline: ■ ಉದಯವಾಣಿ ಸಮಾಚಾರ <box>124 130 176 136</box>
budget-headline: ಬಜೆಟ್‌ನಲ್ಲಿ 200 ಕೋಟಿ ಅನುದಾನಕ್ಕೆ ಮನವಿ <box>290 754 546 774</box>
amareshwar-headline: ಅಮರೇಶ್ವರ ಜಾತ್ರೆ ಯಶಸ್ಸಿಗೆ ಶ್ರಮಿಸಿದ ಪಾಟೀಲ-ಠಾಕೂರ <box>8 740 160 750</box>
photo-caption: ಬಸವಕಲ್ಯಾಣ: ನಗರದ ಹರಳಯ್ಯ ಚೌಕ್‌ನಲ್ಲಿ ಹರಳಯ್ಯನವರ ಜಯಂತಿ ನಿಮಿತ್ತ ನಡೆದ ಭಾವಚಿತ್ರ ಮೆರವಣಿಗೆಗೆ ಶಾಸಕರು ಚಾಲನೆ ನೀಡಿದರು. <box>124 248 444 262</box>
page-number: 2 <box>8 6 24 32</box>
story-body: ಬೀದರ: ಜಿಲ್ಲೆಯಲ್ಲಿ ವಿವಿಧ ಸಂಘಟನೆಗಳ ಸಹಯೋಗದಲ್ಲಿ ಕಾರ್ಯಕ್ರಮ ನಡೆಯಿತು. ಕಾರ್ಯಕ್ರಮದಲ್ಲಿ ಮುಖಂಡರು, ಪದಾಧಿಕಾರಿಗಳು ಹಾಗೂ ಸಾರ್ವಜನಿಕರು ಭಾಗವಹಿಸಿದ್ದರು. ಸಮಾಜದ ಏಳಿಗೆಗೆ ಎಲ್ಲರೂ ಶ್ರಮಿಸಬೇಕು ಎಂದು ಅತಿಥಿಗಳು ಹೇಳಿದರು. ಜಿಲ್ಲೆಯಲ್ಲಿ ವಿವಿಧ ಸಂಘಟನೆಗಳ ಸಹಯೋಗದಲ್ಲಿ ಕಾರ್ಯಕ್ರಮ ನಡೆಯಿತು. ಕಾರ್ಯಕ್ರಮದಲ್ಲಿ ಮುಖಂಡರು, ಪದಾಧಿಕಾರಿಗಳು ಹಾಗೂ ಸಾರ್ವಜನಿಕರು ಭಾಗವಹಿಸಿದ್ದರು. ಸಮಾಜದ ಏಳಿಗೆಗೆ ಎಲ್ಲರೂ ಶ್ರಮಿಸಬೇಕು ಎಂದು ಅತಿಥಿಗಳು ಹೇಳಿದರು. ಜಿಲ್ಲೆಯಲ್ಲಿ ವಿವಿಧ ಸಂಘಟನೆಗಳ ಸಹಯೋಗದಲ್ಲಿ ಕಾರ್ಯಕ್ರಮ ನಡೆಯಿತು. ಕಾರ್ಯಕ್ರಮದಲ್ಲಿ ಮುಖಂಡರು, ಪದಾಧಿಕಾರಿಗಳು ಹಾಗೂ ಸಾರ್ವಜನಿಕರು ಭಾಗವಹಿಸಿದ್ದರು. <box>532 638 596 733</box>
story-body: ಬೀದರ: ಜಿಲ್ಲೆಯಲ್ಲಿ ವಿವಿಧ ಸಂಘಟನೆಗಳ ಸಹಯೋಗದಲ್ಲಿ ಕಾರ್ಯಕ್ರಮ ನಡೆಯಿತು. ಕಾರ್ಯಕ್ರಮದಲ್ಲಿ ಮುಖಂಡರು, ಪದಾಧಿಕಾರಿಗಳು ಹಾಗೂ ಸಾರ್ವಜನಿಕರು ಭಾಗವಹಿಸಿದ್ದರು. ಸಮಾಜದ ಏಳಿಗೆಗೆ ಎಲ್ಲರೂ ಶ್ರಮಿಸಬೇಕು ಎಂದು ಅತಿಥಿಗಳು ಹೇಳಿದರು. ಜಿಲ್ಲೆಯಲ್ಲಿ ವಿವಿಧ ಸಂಘಟನೆಗಳ ಸಹಯೋಗದಲ್ಲಿ ಕಾರ್ಯಕ್ರಮ ನಡೆಯಿತು. ಕಾರ್ಯಕ್ರಮದಲ್ಲಿ ಮುಖಂಡರು, ಪದಾಧಿಕಾರಿಗಳು ಹಾಗೂ ಸಾರ್ವಜನಿಕರು ಭಾಗವಹಿಸಿದ್ದರು. ಸಮಾಜದ ಏಳಿಗೆಗೆ ಎಲ್ಲರೂ ಶ್ರಮಿಸಬೇಕು ಎಂದು ಅತಿಥಿಗಳು ಹೇಳಿದರು. ಜಿಲ್ಲೆಯಲ್ಲಿ ವಿವಿಧ ಸಂಘಟನೆಗಳ ಸಹಯೋಗದಲ್ಲಿ ಕಾರ್ಯಕ್ರಮ ನಡೆಯಿತು. ಕಾರ್ಯಕ್ರಮದಲ್ಲಿ ಮುಖಂಡರು, ಪದಾಧಿಕಾರಿಗಳು ಹಾಗೂ ಸಾರ್ವಜನಿಕರು ಭಾಗವಹಿಸಿದ್ದರು. <box>512 782 596 853</box>
photo-caption: ಬೀದರ: ನಗರದಲ್ಲಿ ಸಮುದಾಯದ ಮುಖಂಡರು ಜಿಲ್ಲಾ ಉಸ್ತುವಾರಿ ಸಚಿವರಿಗೆ ಮನವಿ ಸಲ್ಲಿಸಿದರು. <box>328 840 508 854</box>
registration-mark <box>132 914 142 920</box>
photo-caption: ಬೀದರ: ಬಸಂತಪೂರ ಗ್ರಾಮದಲ್ಲಿ ಮಣಸಿನಕಾಯಿ ಬೆಳೆಯ ಕ್ಷೇತ್ರೋತ್ಸವ ಕಾರ್ಯಕ್ರಮ ನಡೆಯಿತು. <box>206 658 356 674</box>
logo-hani: ಹನಿ <box>25 72 42 87</box>
story-body: ಬೀದರ: ಜಿಲ್ಲೆಯಲ್ಲಿ ವಿವಿಧ ಸಂಘಟನೆಗಳ ಸಹಯೋಗದಲ್ಲಿ ಕಾರ್ಯಕ್ರಮ ನಡೆಯಿತು. ಕಾರ್ಯಕ್ರಮದಲ್ಲಿ ಮುಖಂಡರು, ಪದಾಧಿಕಾರಿಗಳು ಹಾಗೂ ಸಾರ್ವಜನಿಕರು ಭಾಗವಹಿಸಿದ್ದರು. ಸಮಾಜದ ಏಳಿಗೆಗೆ ಎಲ್ಲರೂ ಶ್ರಮಿಸಬೇಕು ಎಂದು ಅತಿಥಿಗಳು ಹೇಳಿದರು. ಜಿಲ್ಲೆಯಲ್ಲಿ ವಿವಿಧ ಸಂಘಟನೆಗಳ ಸಹಯೋಗದಲ್ಲಿ ಕಾರ್ಯಕ್ರಮ ನಡೆಯಿತು. ಕಾರ್ಯಕ್ರಮದಲ್ಲಿ ಮುಖಂಡರು, ಪದಾಧಿಕಾರಿಗಳು ಹಾಗೂ ಸಾರ್ವಜನಿಕರು ಭಾಗವಹಿಸಿದ್ದರು. ಸಮಾಜದ ಏಳಿಗೆಗೆ ಎಲ್ಲರೂ ಶ್ರಮಿಸಬೇಕು ಎಂದು ಅತಿಥಿಗಳು ಹೇಳಿದರು. ಜಿಲ್ಲೆಯಲ್ಲಿ ವಿವಿಧ ಸಂಘಟನೆಗಳ ಸಹಯೋಗದಲ್ಲಿ ಕಾರ್ಯಕ್ರಮ ನಡೆಯಿತು. ಕಾರ್ಯಕ್ರಮದಲ್ಲಿ ಮುಖಂಡರು, ಪದಾಧಿಕಾರಿಗಳು ಹಾಗೂ ಸಾರ್ವಜನಿಕರು ಭಾಗವಹಿಸಿದ್ದರು. <box>124 138 211 203</box>
story-body: ಬೀದರ: ಜಿಲ್ಲೆಯಲ್ಲಿ ವಿವಿಧ ಸಂಘಟನೆಗಳ ಸಹಯೋಗದಲ್ಲಿ ಕಾರ್ಯಕ್ರಮ ನಡೆಯಿತು. ಕಾರ್ಯಕ್ರಮದಲ್ಲಿ ಮುಖಂಡರು, ಪದಾಧಿಕಾರಿಗಳು ಹಾಗೂ ಸಾರ್ವಜನಿಕರು ಭಾಗವಹಿಸಿದ್ದರು. ಸಮಾಜದ ಏಳಿಗೆಗೆ ಎಲ್ಲರೂ ಶ್ರಮಿಸಬೇಕು ಎಂದು ಅತಿಥಿಗಳು ಹೇಳಿದರು. ಜಿಲ್ಲೆಯಲ್ಲಿ ವಿವಿಧ ಸಂಘಟನೆಗಳ ಸಹಯೋಗದಲ್ಲಿ ಕಾರ್ಯಕ್ರಮ ನಡೆಯಿತು. ಕಾರ್ಯಕ್ರಮದಲ್ಲಿ ಮುಖಂಡರು, ಪದಾಧಿಕಾರಿಗಳು ಹಾಗೂ ಸಾರ್ವಜನಿಕರು ಭಾಗವಹಿಸಿದ್ದರು. ಸಮಾಜದ ಏಳಿಗೆಗೆ ಎಲ್ಲರೂ ಶ್ರಮಿಸಬೇಕು ಎಂದು ಅತಿಥಿಗಳು ಹೇಳಿದರು. ಜಿಲ್ಲೆಯಲ್ಲಿ ವಿವಿಧ ಸಂಘಟನೆಗಳ ಸಹಯೋಗದಲ್ಲಿ ಕಾರ್ಯಕ್ರಮ ನಡೆಯಿತು. ಕಾರ್ಯಕ್ರಮದಲ್ಲಿ ಮುಖಂಡರು, ಪದಾಧಿಕಾರಿಗಳು ಹಾಗೂ ಸಾರ್ವಜನಿಕರು ಭಾಗವಹಿಸಿದ್ದರು. <box>328 856 508 891</box>
byline: ■ ಉದಯವಾಣಿ ಸಮಾಚಾರ <box>450 568 502 574</box>
story-body: ಬೀದರ: ಜಿಲ್ಲೆಯಲ್ಲಿ ವಿವಿಧ ಸಂಘಟನೆಗಳ ಸಹಯೋಗದಲ್ಲಿ ಕಾರ್ಯಕ್ರಮ ನಡೆಯಿತು. ಕಾರ್ಯಕ್ರಮದಲ್ಲಿ ಮುಖಂಡರು, ಪದಾಧಿಕಾರಿಗಳು ಹಾಗೂ ಸಾರ್ವಜನಿಕರು ಭಾಗವಹಿಸಿದ್ದರು. ಸಮಾಜದ ಏಳಿಗೆಗೆ ಎಲ್ಲರೂ ಶ್ರಮಿಸಬೇಕು ಎಂದು ಅತಿಥಿಗಳು ಹೇಳಿದರು. ಜಿಲ್ಲೆಯಲ್ಲಿ ವಿವಿಧ ಸಂಘಟನೆಗಳ ಸಹಯೋಗದಲ್ಲಿ ಕಾರ್ಯಕ್ರಮ ನಡೆಯಿತು. ಕಾರ್ಯಕ್ರಮದಲ್ಲಿ ಮುಖಂಡರು, ಪದಾಧಿಕಾರಿಗಳು ಹಾಗೂ ಸಾರ್ವಜನಿಕರು ಭಾಗವಹಿಸಿದ್ದರು. ಸಮಾಜದ ಏಳಿಗೆಗೆ ಎಲ್ಲರೂ ಶ್ರಮಿಸಬೇಕು ಎಂದು ಅತಿಥಿಗಳು ಹೇಳಿದರು. ಜಿಲ್ಲೆಯಲ್ಲಿ ವಿವಿಧ ಸಂಘಟನೆಗಳ ಸಹಯೋಗದಲ್ಲಿ ಕಾರ್ಯಕ್ರಮ ನಡೆಯಿತು. ಕಾರ್ಯಕ್ರಮದಲ್ಲಿ ಮುಖಂಡರು, ಪದಾಧಿಕಾರಿಗಳು ಹಾಗೂ ಸಾರ್ವಜನಿಕರು ಭಾಗವಹಿಸಿದ್ದರು. <box>124 458 202 535</box>
column-author: - ಎಚ್. ಡುಂಡಿರಾಜ್ <box>30 86 68 92</box>
story-body: ಬೀದರ: ಜಿಲ್ಲೆಯಲ್ಲಿ ವಿವಿಧ ಸಂಘಟನೆಗಳ ಸಹಯೋಗದಲ್ಲಿ ಕಾರ್ಯಕ್ರಮ ನಡೆಯಿತು. ಕಾರ್ಯಕ್ರಮದಲ್ಲಿ ಮುಖಂಡರು, ಪದಾಧಿಕಾರಿಗಳು ಹಾಗೂ ಸಾರ್ವಜನಿಕರು ಭಾಗವಹಿಸಿದ್ದರು. ಸಮಾಜದ ಏಳಿಗೆಗೆ ಎಲ್ಲರೂ ಶ್ರಮಿಸಬೇಕು ಎಂದು ಅತಿಥಿಗಳು ಹೇಳಿದರು. ಜಿಲ್ಲೆಯಲ್ಲಿ ವಿವಿಧ ಸಂಘಟನೆಗಳ ಸಹಯೋಗದಲ್ಲಿ ಕಾರ್ಯಕ್ರಮ ನಡೆಯಿತು. ಕಾರ್ಯಕ್ರಮದಲ್ಲಿ ಮುಖಂಡರು, ಪದಾಧಿಕಾರಿಗಳು ಹಾಗೂ ಸಾರ್ವಜನಿಕರು ಭಾಗವಹಿಸಿದ್ದರು. ಸಮಾಜದ ಏಳಿಗೆಗೆ ಎಲ್ಲರೂ ಶ್ರಮಿಸಬೇಕು ಎಂದು ಅತಿಥಿಗಳು ಹೇಳಿದರು. ಜಿಲ್ಲೆಯಲ್ಲಿ ವಿವಿಧ ಸಂಘಟನೆಗಳ ಸಹಯೋಗದಲ್ಲಿ ಕಾರ್ಯಕ್ರಮ ನಡೆಯಿತು. ಕಾರ್ಯಕ್ರಮದಲ್ಲಿ ಮುಖಂಡರು, ಪದಾಧಿಕಾರಿಗಳು ಹಾಗೂ ಸಾರ್ವಜನಿಕರು ಭಾಗವಹಿಸಿದ್ದರು. <box>524 366 594 449</box>
meeting-photo <box>328 782 508 838</box>
lead-headline: ‘ಮಕ್ಕಳಲ್ಲಿ ಶಿವಶರಣ ಸಂಸ್ಕೃತಿ ಬೆಳೆಸಿ’ <box>199 64 519 95</box>
poem-line: ಇಚ್ಛೆ <box>55 150 65 157</box>
registration-mark <box>356 914 366 920</box>
photo-caption: ಬಸವಕಲ್ಯಾಣ ನಗರದ ಕಲ್ಯಾಣ ಪತ್ತಿನ ಸೌಹಾರ್ದ ಸಹಕಾರಿಯ ನೂತನ ಪದಾಧಿಕಾರಿಗಳನ್ನು ಸನ್ಮಾನಿಸಲಾಯಿತು. <box>230 370 444 384</box>
